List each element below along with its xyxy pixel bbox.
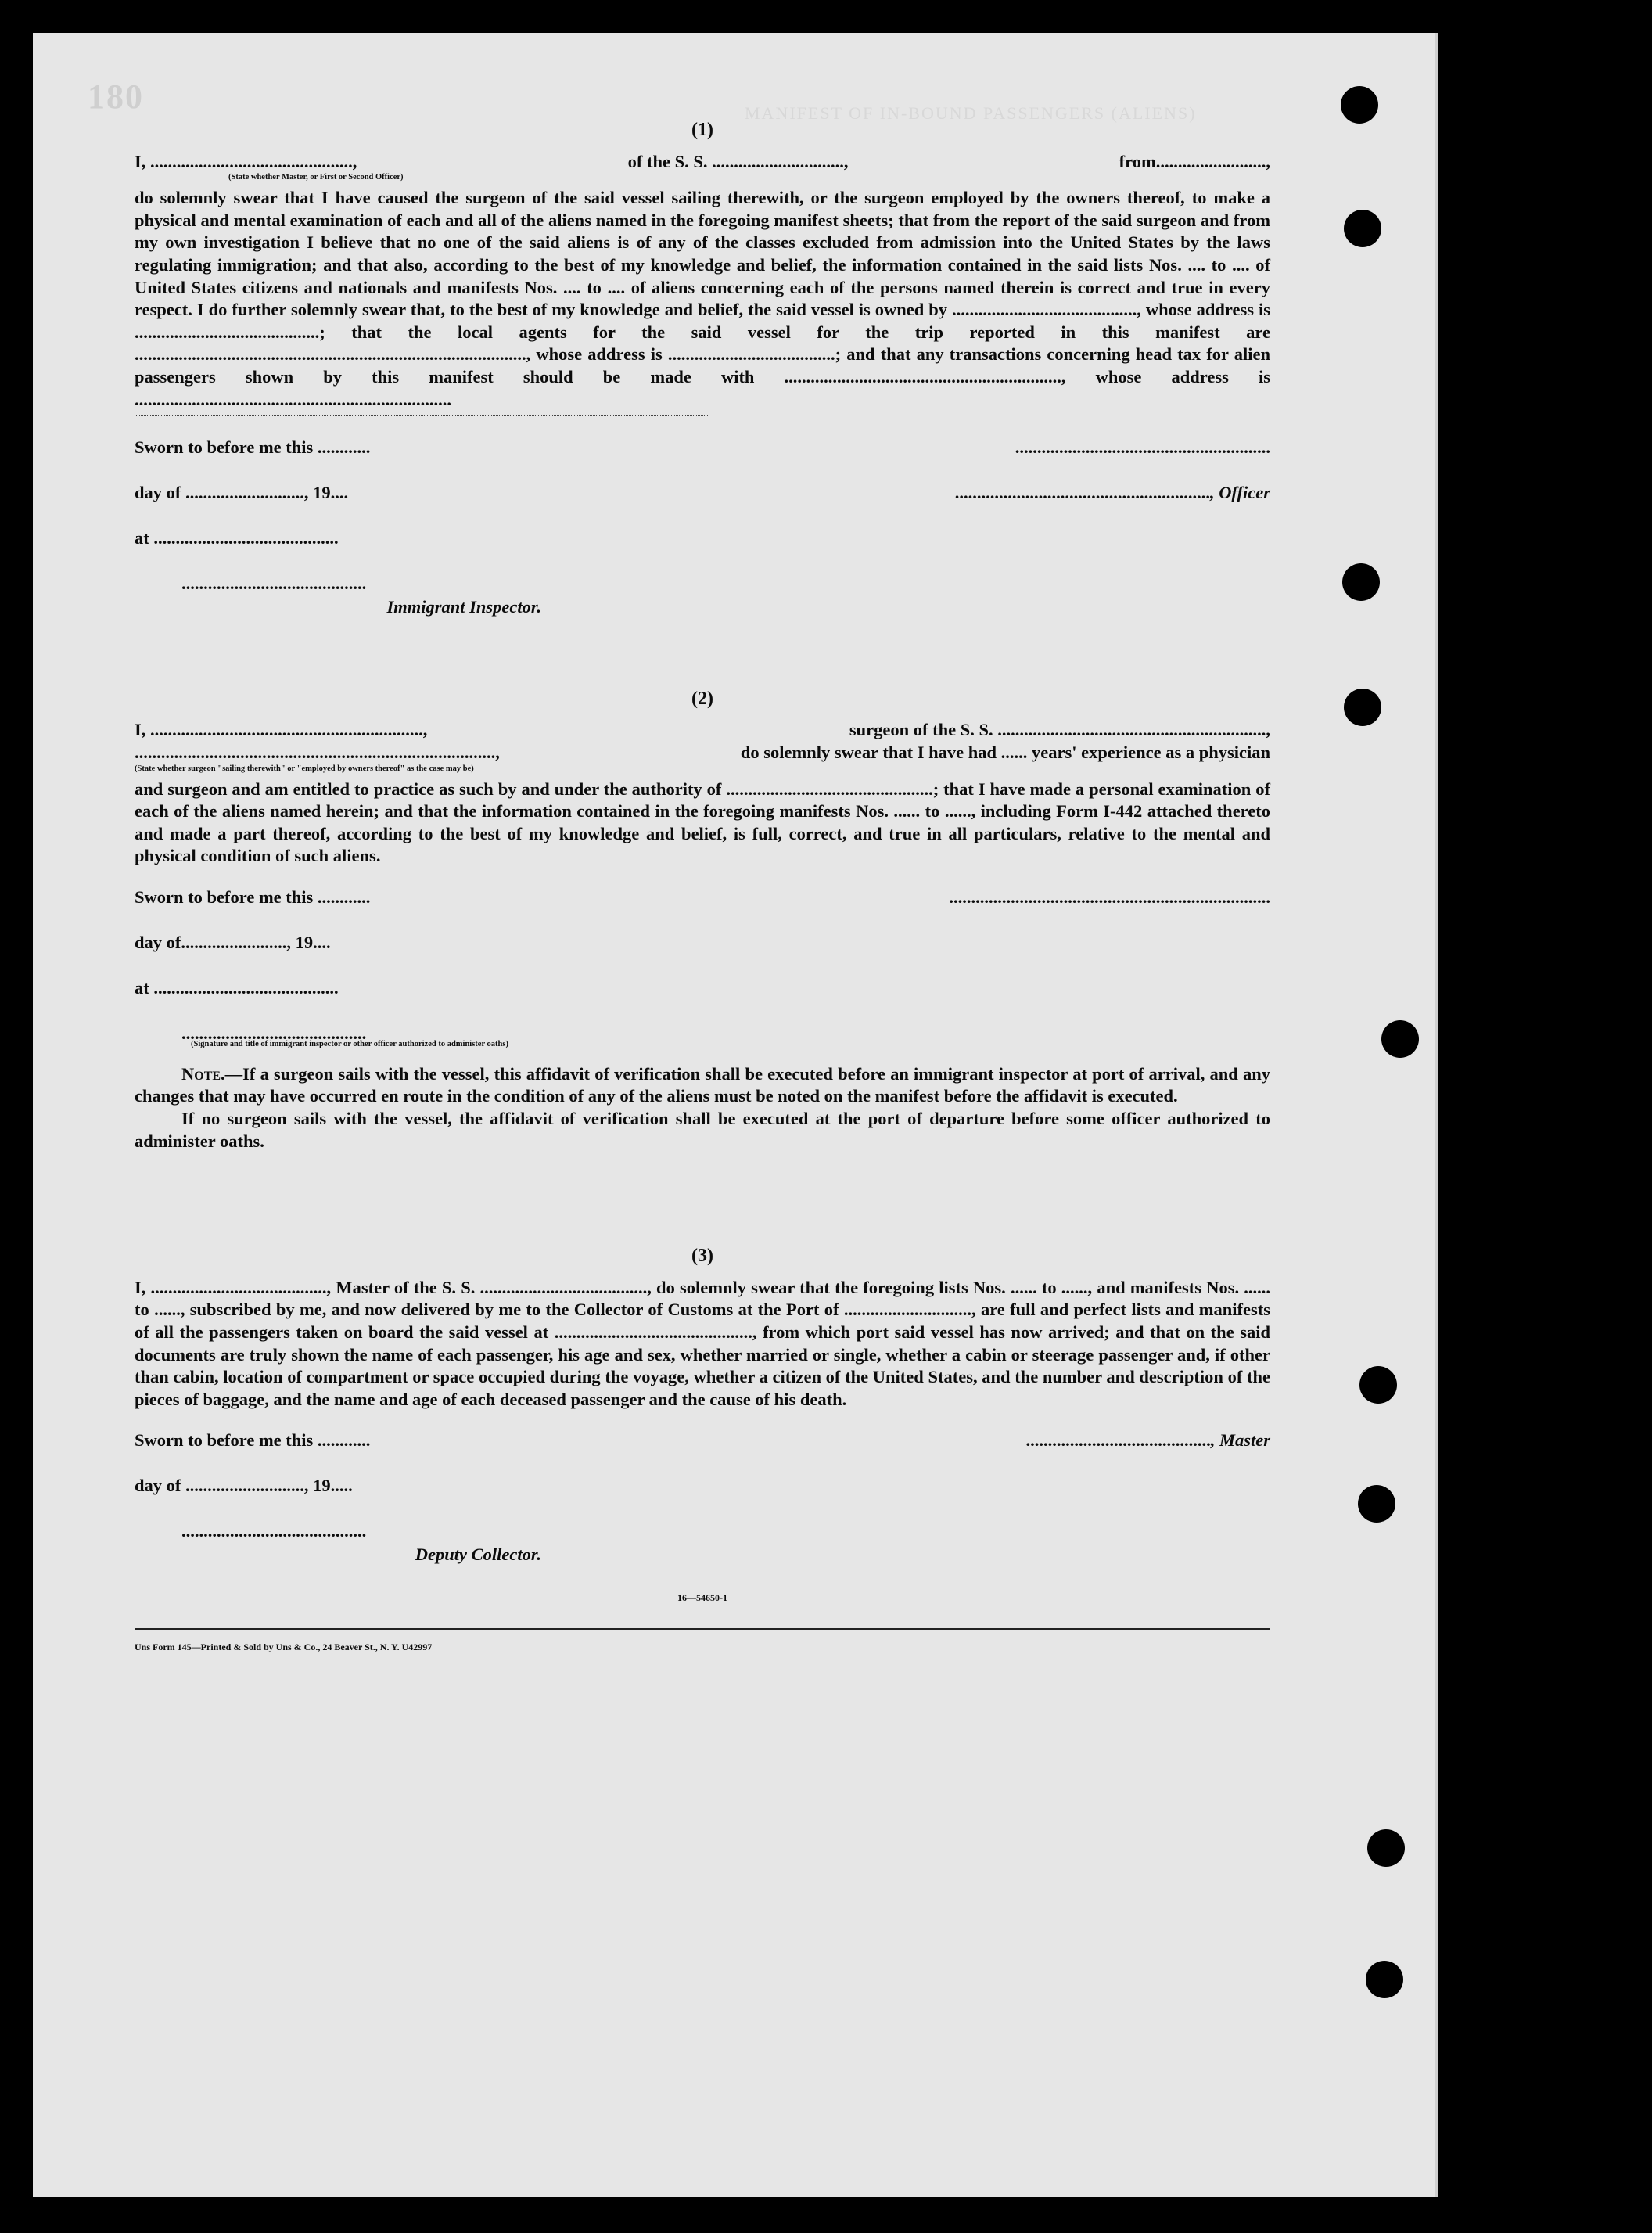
surgeon-name-line: I, .............................................................., (135, 720, 428, 740)
officer-dots: .......................................................... (954, 483, 1210, 503)
jurat-block (135, 1429, 1270, 1566)
section-number: (1) (691, 120, 713, 140)
inspector-label: Immigrant Inspector. (386, 597, 541, 617)
binder-hole (1366, 1961, 1403, 1998)
bleed-through-header: MANIFEST OF IN-BOUND PASSENGERS (ALIENS) (745, 103, 1197, 123)
section-2 (135, 688, 1270, 1153)
jurat-block (135, 886, 1270, 1049)
section-1 (135, 119, 1270, 619)
officer-label: , Officer (1209, 483, 1270, 503)
title-note: (State whether Master, or First or Second Officer) (228, 173, 404, 182)
binder-hole (1344, 210, 1381, 247)
section-number: (2) (691, 688, 713, 709)
signature-note: (Signature and title of immigrant inspector or other officer authorized to administer oaths) (191, 1039, 508, 1048)
oath-first-line (135, 151, 1270, 174)
oath-body: do solemnly swear that I have caused the surgeon of the said vessel sailing therewith, or the surgeon employed by the owners thereof, to make a physical and mental examination of each and all of the aliens named in the foregoing manifest sheets; that from the report of the said surgeon and from my own investigation I believe that no one of the said aliens is of any of the classes excluded from admission into the United States by the laws regulating immigration; and that also, according to the best of my knowledge and belief, the information contained in the said lists Nos. .... to .... of United States citizens and nationals and manifests Nos. .... to .... of aliens concerning each of the persons named therein is correct and true in every respect. I do further solemnly swear that, to the best of my knowledge and belief, the said vessel is owned by .........................................., whose address is ..........................................; that the local agents for the said vessel for the trip reported in this manifest are ........................................................................................., whose address is ......................................; and that any transactions concerning head tax for alien passengers shown by this manifest should be made with ..............................................................., whose address is ........................................................................ (135, 188, 1270, 409)
binder-hole (1344, 689, 1381, 726)
affidavit-content (135, 119, 1270, 1658)
jurat-block (135, 437, 1270, 619)
master-body: I, ........................................, Master of the S. S. ......................................, do solemnly swear that the foregoing lists Nos. ...... to ......, and manifests Nos. ...... to ......, subscribed by me, and now delivered by me to the Collector of Customs at the Port of ............................., are full and perfect lists and manifests of all the passengers taken on board the said vessel at ............................................., from which port said vessel has now arrived; and that on the said documents are truly shown the name of each passenger, his age and sex, whether married or single, whether a cabin or steerage passenger and, if other than cabin, location of compartment or space occupied during the voyage, whether a citizen of the United States, and the number and description of the pieces of baggage, and the name and age of each deceased passenger and the cause of his death. (135, 1277, 1270, 1409)
at-line: at .......................................... (135, 977, 339, 998)
day-line: day of ..........................., 19..... (135, 1476, 353, 1496)
declarant-line: I, .............................................., (135, 151, 357, 171)
surgeon-status-line: .................................................................................., (135, 742, 500, 762)
officer-line (778, 482, 1270, 527)
binder-hole (1359, 1366, 1397, 1404)
section-3 (135, 1245, 1270, 1658)
surgeon-vessel-line: surgeon of the S. S. ............................................................., (849, 720, 1270, 740)
bleed-through-stamp: 180 (88, 77, 144, 116)
vessel-line: of the S. S. .............................., (627, 151, 849, 171)
day-line: day of........................, 19.... (135, 932, 331, 952)
printer-footer: Uns Form 145—Printed & Sold by Uns & Co., 24 Beaver St., N. Y. U42997 (135, 1628, 1270, 1659)
master-dots: .......................................... (1025, 1430, 1211, 1451)
sworn-line: Sworn to before me this ............ (135, 886, 371, 907)
inspector-signature-line: .......................................... (181, 1023, 367, 1043)
surgeon-first-line (135, 719, 1270, 742)
surgeon-signature-line: ......................................................................... (949, 886, 1270, 907)
note-label: Note. (181, 1063, 225, 1084)
note-paragraph-2: If no surgeon sails with the vessel, the affidavit of verification shall be executed at the port of departure before some officer authorized to administer oaths. (135, 1109, 1270, 1151)
binder-hole (1367, 1829, 1405, 1867)
from-line: from........................., (1119, 151, 1270, 171)
inspector-signature-line: .......................................... (181, 574, 367, 594)
at-line: at .......................................... (135, 528, 339, 548)
signature-line: .......................................................... (1015, 437, 1270, 458)
binder-hole (1341, 86, 1378, 124)
collector-label: Deputy Collector. (415, 1544, 541, 1565)
form-number: 16—54650-1 (677, 1592, 727, 1603)
experience-line: do solemnly swear that I have had ...... years' experience as a physician (740, 742, 1270, 762)
note-paragraph (135, 1063, 1270, 1108)
dotted-divider (135, 415, 709, 416)
master-line (778, 1429, 1270, 1475)
collector-signature-line: .......................................... (181, 1521, 367, 1541)
binder-hole (1381, 1020, 1419, 1058)
binder-hole (1358, 1485, 1395, 1523)
master-label: , Master (1210, 1430, 1270, 1451)
section-number: (3) (691, 1246, 713, 1267)
sworn-line: Sworn to before me this ............ (135, 1430, 371, 1451)
surgeon-body: and surgeon and am entitled to practice as such by and under the authority of ...............................................; that I have made a personal examination of each of the aliens named herein; and that the information contained in the foregoing manifests Nos. ...... to ......, including Form I-442 attached thereto and made a part thereof, according to the best of my knowledge and belief, is full, correct, and true in all particulars, relative to the mental and physical condition of such aliens. (135, 778, 1270, 866)
surgeon-note: (State whether surgeon "sailing therewith" or "employed by owners thereof" as the case may be) (135, 764, 474, 773)
day-line: day of ..........................., 19.... (135, 483, 349, 503)
binder-hole (1342, 563, 1380, 601)
sworn-line: Sworn to before me this ............ (135, 437, 371, 458)
document-page (33, 33, 1438, 2197)
surgeon-second-line (135, 742, 1270, 764)
note-text: —If a surgeon sails with the vessel, this affidavit of verification shall be executed before an immigrant inspector at port of arrival, and any changes that may have occurred en route in the condition of any of the aliens must be noted on the manifest before the affidavit is executed. (135, 1063, 1270, 1106)
